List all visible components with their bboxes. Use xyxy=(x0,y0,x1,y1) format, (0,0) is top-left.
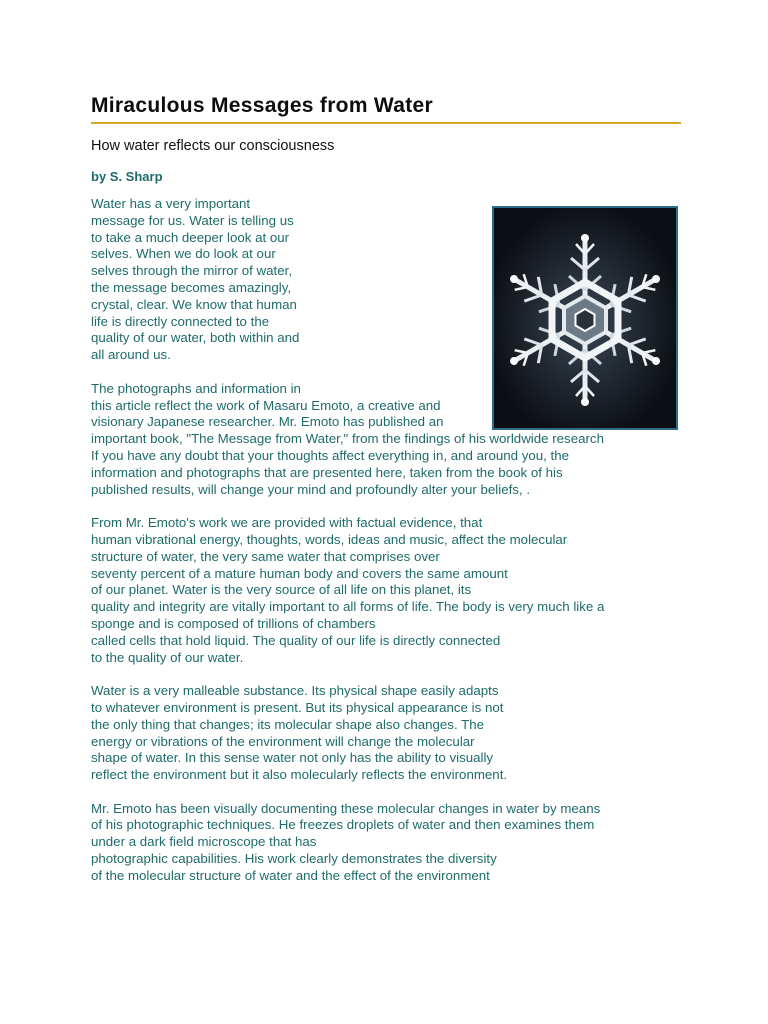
paragraph-line: of the molecular structure of water and the effect of the environment xyxy=(91,867,490,883)
paragraph-line: all around us. xyxy=(91,347,171,363)
paragraph-line: If you have any doubt that your thoughts affect everything in, and around you, the xyxy=(91,447,570,463)
paragraph-line: Mr. Emoto has been visually documenting these molecular changes in water by means xyxy=(91,800,601,816)
paragraph-line: message for us. Water is telling us xyxy=(91,212,294,228)
paragraph-line: this article reflect the work of Masaru Emoto, a creative and xyxy=(91,397,441,413)
paragraph-line: reflect the environment but it also molecularly reflects the environment. xyxy=(91,767,508,783)
paragraph-line: quality of our water, both within and xyxy=(91,330,300,346)
paragraph-line: called cells that hold liquid. The quality of our life is directly connected xyxy=(91,632,501,648)
ice-crystal-photo xyxy=(492,206,678,430)
paragraph xyxy=(91,515,681,666)
paragraph-line: energy or vibrations of the environment will change the molecular xyxy=(91,733,475,749)
paragraph-line: the only thing that changes; its molecular shape also changes. The xyxy=(91,716,484,732)
paragraph-line: Water is a very malleable substance. Its physical shape easily adapts xyxy=(91,683,499,699)
paragraph-line: shape of water. In this sense water not only has the ability to visually xyxy=(91,750,494,766)
paragraph-line: to the quality of our water. xyxy=(91,649,244,665)
paragraph-line: published results, will change your mind and profoundly alter your beliefs, . xyxy=(91,481,531,497)
paragraph-line: to whatever environment is present. But its physical appearance is not xyxy=(91,699,504,715)
paragraph-line: The photographs and information in xyxy=(91,380,301,396)
paragraph-line: photographic capabilities. His work clearly demonstrates the diversity xyxy=(91,851,497,867)
paragraph-line: the message becomes amazingly, xyxy=(91,279,292,295)
paragraph-line: information and photographs that are presented here, taken from the book of his xyxy=(91,464,563,480)
paragraph-line: of his photographic techniques. He freezes droplets of water and then examines them xyxy=(91,817,595,833)
paragraph-line: human vibrational energy, thoughts, words, ideas and music, affect the molecular xyxy=(91,531,568,547)
paragraph-line: structure of water, the very same water that comprises over xyxy=(91,548,440,564)
paragraph-line: Water has a very important xyxy=(91,196,251,211)
paragraph-line: under a dark field microscope that has xyxy=(91,834,317,850)
paragraph-line: quality and integrity are vitally important to all forms of life. The body is very much like a xyxy=(91,599,605,615)
paragraph-line: selves through the mirror of water, xyxy=(91,263,293,279)
paragraph-line: selves. When we do look at our xyxy=(91,246,276,262)
paragraph-line: to take a much deeper look at our xyxy=(91,229,290,245)
article-subtitle: How water reflects our consciousness xyxy=(91,138,335,154)
article-title: Miraculous Messages from Water xyxy=(91,94,433,117)
paragraph xyxy=(91,801,681,885)
paragraph-line: visionary Japanese researcher. Mr. Emoto has published an xyxy=(91,414,444,430)
paragraph-line: life is directly connected to the xyxy=(91,313,270,329)
paragraph-line: From Mr. Emoto's work we are provided with factual evidence, that xyxy=(91,515,483,531)
paragraph-line: important book, "The Message from Water," from the findings of his worldwide research xyxy=(91,431,604,447)
paragraph-line: seventy percent of a mature human body and covers the same amount xyxy=(91,565,508,581)
paragraph xyxy=(91,683,681,784)
byline: by S. Sharp xyxy=(91,169,163,184)
paragraph-line: sponge and is composed of trillions of chambers xyxy=(91,615,376,631)
title-rule xyxy=(91,122,681,124)
paragraph-line: crystal, clear. We know that human xyxy=(91,296,297,312)
paragraph-line: of our planet. Water is the very source of all life on this planet, its xyxy=(91,582,472,598)
